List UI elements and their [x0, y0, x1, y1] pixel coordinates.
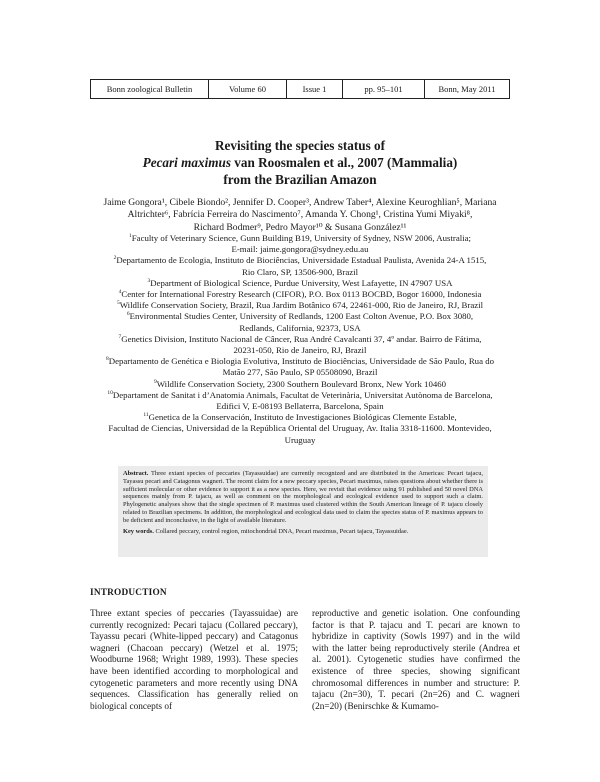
introduction-heading: INTRODUCTION	[90, 588, 167, 598]
keywords-paragraph	[123, 528, 483, 536]
affiliation-line	[60, 412, 540, 423]
affiliation-line	[60, 244, 540, 255]
keywords-text: Collared peccary, control region, mitochondrial DNA, Pecari maximus, Pecari tajacu, Tayassuidae.	[153, 527, 409, 535]
affiliation-text: Matão 277, São Paulo, SP 05508090, Brazil	[222, 367, 378, 378]
body-column-left	[90, 609, 298, 713]
abstract-paragraph	[123, 470, 483, 525]
title-line-3: from the Brazilian Amazon	[223, 172, 377, 187]
affiliation-text: Departamento de Ecologia, Instituto de Biociências, Universidade Estadual Paulista, Avenida 24-A 1515,	[116, 255, 487, 266]
publication-date: Bonn, May 2011	[438, 84, 496, 94]
affiliation-line	[60, 289, 540, 300]
affiliation-text: Uruguay	[284, 434, 316, 445]
intro-paragraph-right: reproductive and genetic isolation. One confounding factor is that P. tajacu and T. pecari are known to hybridize in captivity (Sowls 1997) and in the wild with the latter being reproductively sterile (Andrea et al. 2001). Cytogenetic studies have confirmed the existence of three species, showing significant chromosomal differences in number and structure: P. tajacu (2n=30), T. pecari (2n=26) and C. wagneri (2n=20) (Benirschke & Kumamo-	[312, 609, 520, 712]
author-list	[60, 197, 540, 234]
affiliation-text: Rio Claro, SP, 13506-900, Brazil	[241, 266, 359, 277]
abstract-text: Three extant species of peccaries (Tayassuidae) are currently recognized and are distributed in the Americas: Pecari tajacu, Tayassu pecari and Catagonus wagneri. The recent claim for a new peccary species, Pecari maximus, raises questions about whether there is sufficient molecular or other evidence to support it as a new species. Here, we revisit that evidence using 91 published and 50 novel DNA sequences mainly from P. tajacu, as well as comment on the morphological and ecological evidence used to support such a claim. Phylogenetic analyses show that the single specimen of P. maximus used clustered within the South American lineage of P. tajacu closely related to Brazilian specimens. In addition, the morphological and ecological data used to claim the species status of P. maximus appears to be deficient and inconclusive, in the light of available literature.	[123, 470, 483, 524]
affiliation-line	[60, 255, 540, 266]
affiliation-text: Department of Biological Science, Purdue University, West Lafayette, IN 47907 USA	[150, 277, 453, 288]
page-range: pp. 95–101	[343, 80, 425, 98]
title-species-name: Pecari maximus	[142, 155, 231, 170]
author-line-2: Altrichter⁶, Fabrícia Ferreira do Nascimento⁷, Amanda Y. Chong¹, Cristina Yumi Miyaki⁸,	[127, 209, 473, 221]
affiliation-text: Wildlife Conservation Society, Brazil, Rua Jardim Botânico 674, 22461-000, Rio de Janeiro, RJ, Brazil	[119, 300, 484, 311]
abstract-label: Abstract.	[123, 470, 149, 477]
affiliation-text: Edifici V, E-08193 Bellaterra, Barcelona, Spain	[216, 401, 384, 412]
affiliation-line	[60, 233, 540, 244]
author-line-1: Jaime Gongora¹, Cibele Biondo², Jennifer D. Cooper³, Andrew Taber⁴, Alexine Keuroghlian⁵, Mariana	[103, 197, 497, 208]
affiliation-text: Genetics Division, Instituto Nacional de Câncer, Rua André Cavalcanti 37, 4º andar. Bairro de Fátima,	[121, 333, 482, 344]
affiliation-number: 3	[147, 277, 151, 284]
affiliation-number: 1	[129, 233, 132, 240]
affiliation-text: E-mail: jaime.gongora@sydney.edu.au	[231, 244, 369, 255]
affiliation-line	[60, 390, 540, 401]
affiliation-list	[60, 233, 540, 446]
affiliation-number: 7	[118, 333, 122, 340]
affiliation-text: Departamento de Genética e Biologia Evolutiva, Instituto de Biociências, Universidade de São Paulo, Rua do	[108, 356, 494, 367]
affiliation-text: Redlands, California, 92373, USA	[239, 322, 361, 333]
affiliation-line	[60, 300, 540, 311]
affiliation-text: 20231-050, Rio de Janeiro, RJ, Brazil	[233, 345, 367, 356]
affiliation-line	[60, 278, 540, 289]
affiliation-number: 4	[118, 289, 122, 296]
abstract-box	[118, 466, 488, 557]
volume-number: Volume 60	[209, 80, 287, 98]
affiliation-line	[60, 401, 540, 412]
affiliation-text: Environmental Studies Center, University of Redlands, 1200 East Colton Avenue, P.O. Box 3080,	[129, 311, 474, 322]
affiliation-line	[60, 323, 540, 334]
affiliation-line	[60, 334, 540, 345]
affiliation-line	[60, 423, 540, 434]
journal-header-table	[90, 79, 510, 99]
affiliation-number: 8	[105, 356, 109, 363]
issue-number: Issue 1	[287, 80, 343, 98]
affiliation-line	[60, 356, 540, 367]
affiliation-number: 11	[143, 412, 149, 419]
affiliation-text: Departament de Sanitat i d’Anatomia Animals, Facultat de Veterinària, Universitat Autònoma de Barcelona,	[112, 389, 493, 400]
journal-name: Bonn zoological Bulletin	[91, 80, 209, 98]
affiliation-number: 6	[126, 311, 130, 318]
affiliation-number: 5	[116, 300, 120, 307]
affiliation-text: Center for International Forestry Research (CIFOR), P.O. Box 0113 BOCBD, Bogor 16000, Indonesia	[121, 289, 482, 300]
title-line-1: Revisiting the species status of	[215, 138, 385, 153]
title-line-2	[90, 154, 510, 171]
article-title	[90, 137, 510, 188]
affiliation-line	[60, 267, 540, 278]
affiliation-line	[60, 311, 540, 322]
author-line-3: Richard Bodmer⁹, Pedro Mayor¹⁰ & Susana González¹¹	[193, 221, 407, 233]
affiliation-text: Facultad de Ciencias, Universidad de la República Oriental del Uruguay, Av. Italia 3318-11600. Montevideo,	[108, 423, 492, 434]
affiliation-text: Wildlife Conservation Society, 2300 Southern Boulevard Bronx, New York 10460	[156, 378, 447, 389]
affiliation-number: 2	[113, 255, 117, 262]
title-line-2-rest: van Roosmalen et al., 2007 (Mammalia)	[230, 155, 458, 170]
intro-paragraph-left: Three extant species of peccaries (Tayassuidae) are currently recognized: Pecari tajacu (Collared peccary), Tayassu pecari (White-lipped peccary) and Catagonus wagneri (Chacoan peccary) (Wetzel et al. 1975; Woodburne 1968; Wright 1989, 1993). These species have been identified according to morphological and cytogenetic parameters and more recently using DNA sequences. Classification has generally relied on biological concepts of	[90, 609, 298, 712]
affiliation-number: 10	[107, 389, 113, 396]
affiliation-text: Faculty of Veterinary Science, Gunn Building B19, University of Sydney, NSW 2006, Australia;	[131, 233, 471, 243]
keywords-label: Key words.	[123, 527, 154, 535]
body-column-right	[312, 609, 520, 713]
affiliation-line	[60, 379, 540, 390]
affiliation-line	[60, 367, 540, 378]
affiliation-line	[60, 435, 540, 446]
affiliation-text: Genetica de la Conservación, Instituto de Investigaciones Biológicas Clemente Estable,	[148, 412, 457, 423]
affiliation-line	[60, 345, 540, 356]
affiliation-number: 9	[153, 378, 157, 385]
